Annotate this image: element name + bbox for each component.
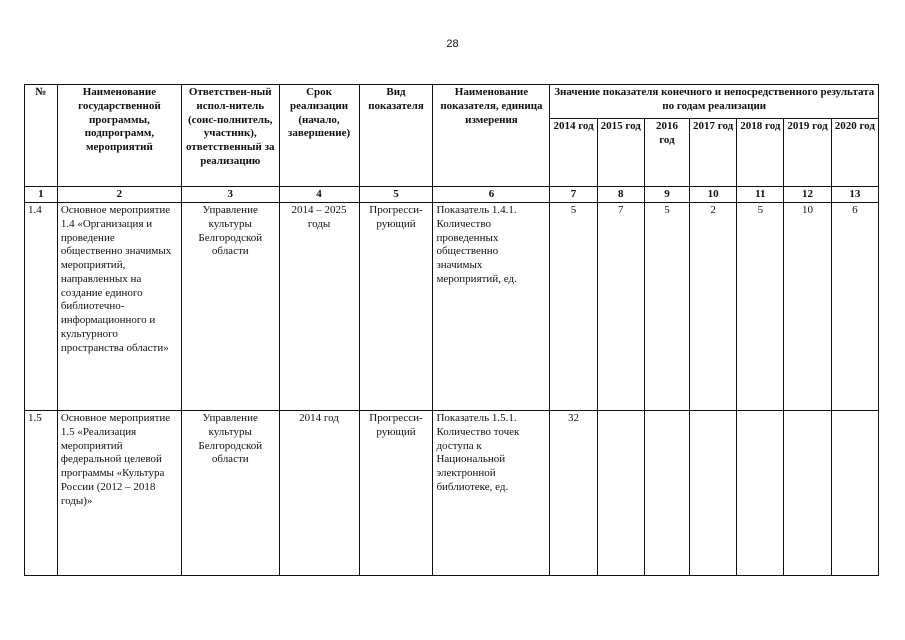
- column-number: 1: [25, 187, 58, 203]
- indicators-table: [24, 84, 879, 576]
- table-row: [25, 203, 879, 411]
- program-name: Основное мероприятие 1.5 «Реализация мероприятий федеральной целевой программы «Культура России (2012 – 2018 годы)»: [57, 411, 181, 576]
- column-number: 6: [433, 187, 550, 203]
- header-year-2015: 2015 год: [597, 119, 644, 187]
- indicator-type: Прогресси-рующий: [359, 203, 433, 411]
- value-2020: 6: [831, 203, 878, 411]
- header-year-2018: 2018 год: [737, 119, 784, 187]
- row-number: 1.4: [25, 203, 58, 411]
- column-number: 12: [784, 187, 831, 203]
- header-executor: Ответствен-ный испол-нитель (соис-полнитель, участник), ответственный за реализацию: [182, 85, 280, 187]
- column-numbers-row: [25, 187, 879, 203]
- table-row: [25, 411, 879, 576]
- column-number: 4: [279, 187, 359, 203]
- value-2016: 5: [644, 203, 689, 411]
- column-number: 10: [690, 187, 737, 203]
- program-name: Основное мероприятие 1.4 «Организация и проведение общественно значимых мероприятий, направленных на создание единого библиотечно-информационного и культурного пространства области»: [57, 203, 181, 411]
- header-indicator-type: Вид показателя: [359, 85, 433, 187]
- indicator-name: Показатель 1.5.1. Количество точек доступа к Национальной электронной библиотеке, ед.: [433, 411, 550, 576]
- period: 2014 – 2025 годы: [279, 203, 359, 411]
- header-period: Срок реализации (начало, завершение): [279, 85, 359, 187]
- column-number: 8: [597, 187, 644, 203]
- value-2015: [597, 411, 644, 576]
- value-2018: 5: [737, 203, 784, 411]
- header-year-2019: 2019 год: [784, 119, 831, 187]
- value-2020: [831, 411, 878, 576]
- value-2017: 2: [690, 203, 737, 411]
- indicator-type: Прогресси-рующий: [359, 411, 433, 576]
- column-number: 7: [550, 187, 597, 203]
- column-number: 9: [644, 187, 689, 203]
- value-2016: [644, 411, 689, 576]
- value-2019: [784, 411, 831, 576]
- executor: Управление культуры Белгородской области: [182, 411, 280, 576]
- value-2014: 32: [550, 411, 597, 576]
- value-2014: 5: [550, 203, 597, 411]
- header-program: Наименование государственной программы, подпрограмм, мероприятий: [57, 85, 181, 187]
- header-year-2014: 2014 год: [550, 119, 597, 187]
- header-values-group: Значение показателя конечного и непосредственного результата по годам реализации: [550, 85, 879, 119]
- column-number: 3: [182, 187, 280, 203]
- column-number: 11: [737, 187, 784, 203]
- header-year-2016: 2016 год: [644, 119, 689, 187]
- value-2018: [737, 411, 784, 576]
- header-indicator-name: Наименование показателя, единица измерения: [433, 85, 550, 187]
- indicator-name: Показатель 1.4.1. Количество проведенных общественно значимых мероприятий, ед.: [433, 203, 550, 411]
- column-number: 5: [359, 187, 433, 203]
- value-2017: [690, 411, 737, 576]
- executor: Управление культуры Белгородской области: [182, 203, 280, 411]
- period: 2014 год: [279, 411, 359, 576]
- page-number: 28: [446, 38, 459, 50]
- value-2019: 10: [784, 203, 831, 411]
- header-number: №: [25, 85, 58, 187]
- row-number: 1.5: [25, 411, 58, 576]
- value-2015: 7: [597, 203, 644, 411]
- column-number: 2: [57, 187, 181, 203]
- header-year-2020: 2020 год: [831, 119, 878, 187]
- header-year-2017: 2017 год: [690, 119, 737, 187]
- column-number: 13: [831, 187, 878, 203]
